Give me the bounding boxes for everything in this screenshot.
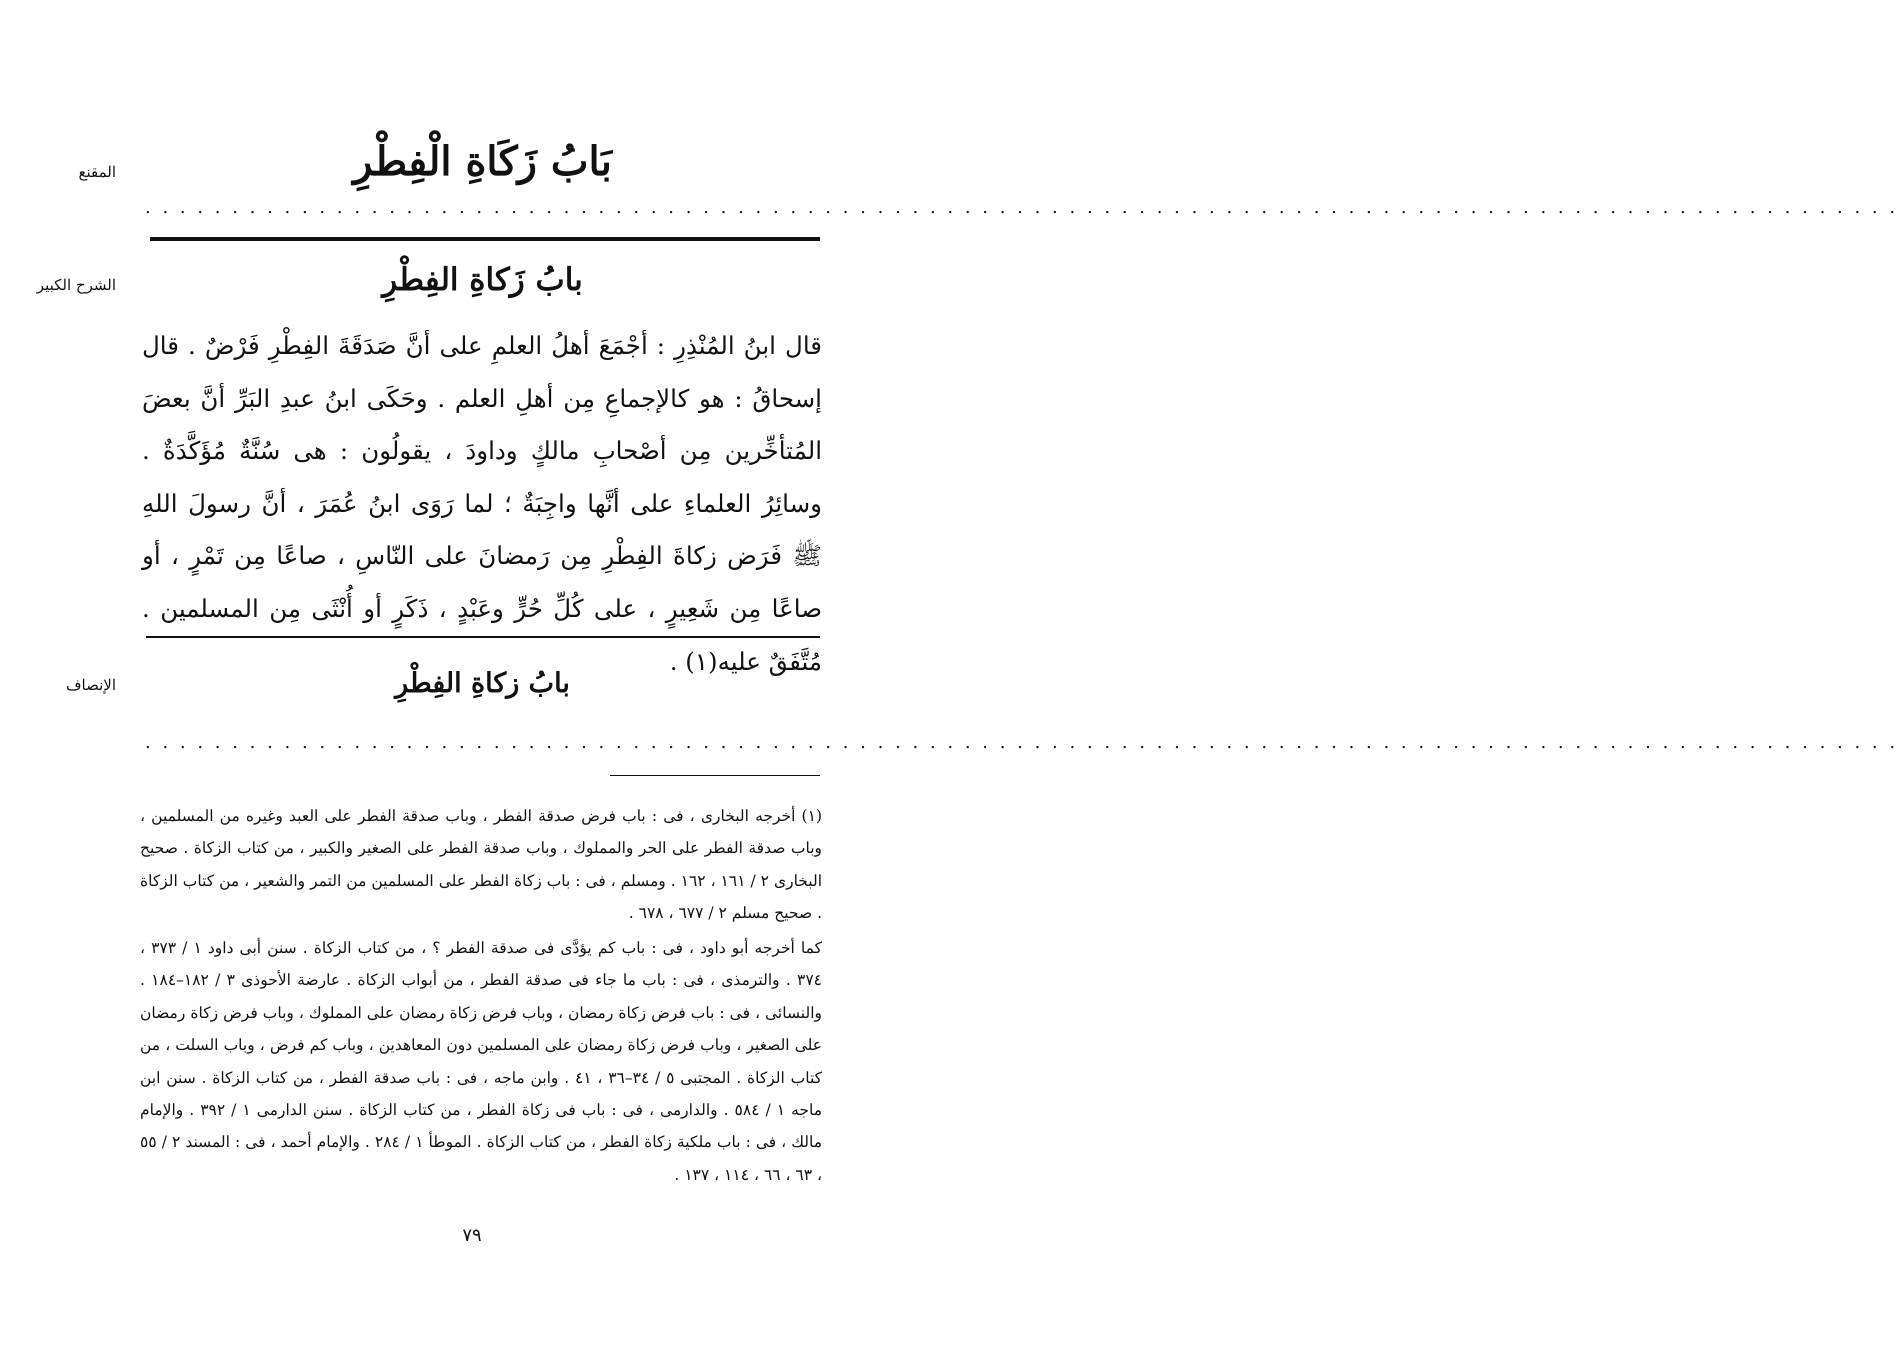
side-label-sharh: الشرح الكبير [36,276,116,294]
insaf-dotted-divider: . . . . . . . . . . . . . . . . . . . . . . . . . . . . . . . . . . . . . . . . . . . . . . . . . . . . . . . . . . . . . . . . . . . . . . . . . . . . . . . . . . . . . . . . . . . . . . . . . . . . . [145,732,1898,753]
section-divider-thick [150,237,820,241]
footnote-1-continued-text: كما أخرجه أبو داود ، فى : باب كم يؤدَّى فى صدقة الفطر ؟ ، من كتاب الزكاة . سنن أبى داود ١ / ٣٧٣ ، ٣٧٤ . والترمذى ، فى : باب ما جاء فى صدقة الفطر ، من أبواب الزكاة . عارضة الأحوذى ٣ / ١٨٢–١٨٤ . والنسائى ، فى : باب فرض زكاة رمضان ، وباب فرض زكاة رمضان على المملوك ، وباب فرض زكاة رمضان على الصغير ، وباب فرض زكاة رمضان على المسلمين دون المعاهدين ، وباب كم فرض ، وباب السلت ، من كتاب الزكاة . المجتبى ٥ / ٣٤–٣٦ ، ٤١ . وابن ماجه ، فى : باب صدقة الفطر ، من كتاب الزكاة . سنن ابن ماجه ١ / ٥٨٤ . والدارمى ، فى : باب فى زكاة الفطر ، من كتاب الزكاة . سنن الدارمى ١ / ٣٩٢ . والإمام مالك ، فى : باب ملكية زكاة الفطر ، من كتاب الزكاة . الموطأ ١ / ٢٨٤ . والإمام أحمد ، فى : المسند ٢ / ٥٥ ، ٦٣ ، ٦٦ ، ١١٤ ، ١٣٧ . [140,939,823,1184]
footnote-1-text: (١) أخرجه البخارى ، فى : باب فرض صدقة الفطر ، وباب صدقة الفطر على العبد وغيره من المسلمين ، وباب صدقة الفطر على الحر والمملوك ، وباب صدقة الفطر على الصغير والكبير ، من كتاب الزكاة . صحيح البخارى ٢ / ١٦١ ، ١٦٢ . ومسلم ، فى : باب زكاة الفطر على المسلمين من التمر والشعير ، من كتاب الزكاة . صحيح مسلم ٢ / ٦٧٧ ، ٦٧٨ . [140,807,823,923]
side-label-muqni: المقنع [78,163,116,181]
page-number: ٧٩ [462,1225,482,1246]
muqni-chapter-title: بَابُ زَكَاةِ الْفِطْرِ [353,138,612,185]
sharh-chapter-title: بابُ زَكاةِ الفِطْرِ [382,262,583,298]
footnote-separator [610,775,820,776]
sharh-paragraph: قال ابنُ المُنْذِرِ : أجْمَعَ أهلُ العلمِ على أنَّ صَدَقَةَ الفِطْرِ فَرْضٌ . قال إسحاقُ : هو كالإجماعِ مِن أهلِ العلم . وحَكَى ابنُ عبدِ البَرِّ أنَّ بعضَ المُتأخِّرين مِن أصْحابِ مالكٍ وداودَ ، يقولُون : هى سُنَّةٌ مُؤَكَّدَةٌ . وسائِرُ العلماءِ على أنَّها واجِبَةٌ ؛ لما رَوَى ابنُ عُمَرَ ، أنَّ رسولَ اللهِ ﷺ فَرَض زكاةَ الفِطْرِ مِن رَمضانَ على النّاسِ ، صاعًا مِن تَمْرٍ ، أو صاعًا مِن شَعِيرٍ ، على كُلِّ حُرٍّ وعَبْدٍ ، ذَكَرٍ أو أُنْثَى مِن المسلمين . مُتَّفَقٌ عليه(١) . [142,331,822,676]
insaf-chapter-title: بابُ زكاةِ الفِطْرِ [395,668,570,699]
side-label-insaf: الإنصاف [65,676,116,694]
footnote-1-continued [140,932,822,1191]
section-divider-thin [146,636,820,638]
sharh-body-text [142,320,822,688]
muqni-dotted-divider: . . . . . . . . . . . . . . . . . . . . . . . . . . . . . . . . . . . . . . . . . . . . . . . . . . . . . . . . . . . . . . . . . . . . . . . . . . . . . . . . . . . . . . . . . . . . . . . . . . . . . [145,197,1898,218]
footnote-1 [140,800,822,930]
